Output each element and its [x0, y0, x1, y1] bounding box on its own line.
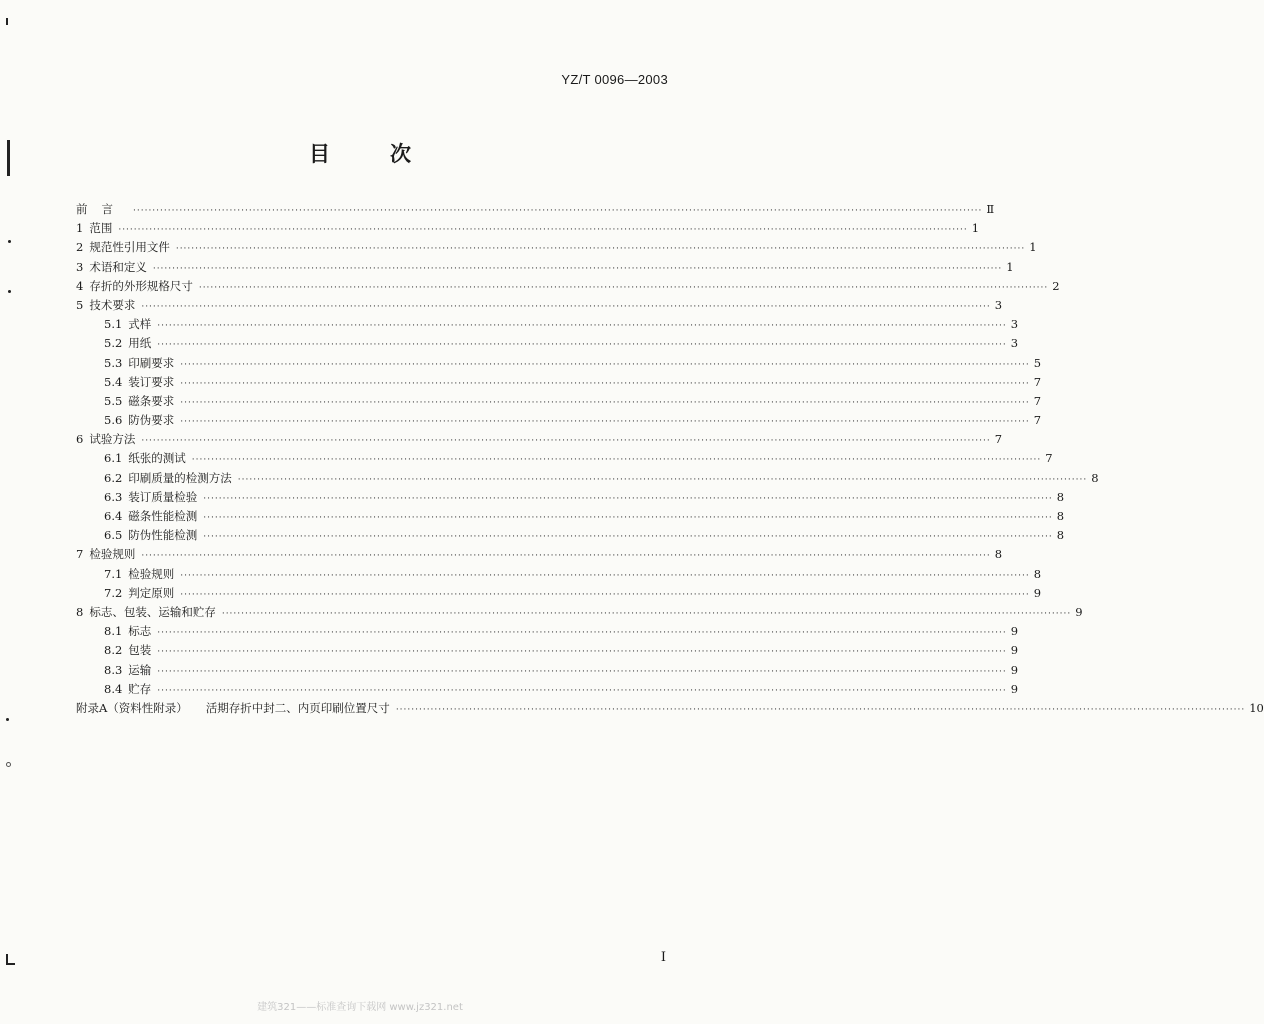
toc-entry-number: 5.2: [104, 336, 123, 351]
toc-entry-number: 8.3: [104, 662, 123, 677]
toc-entry: [76, 622, 1019, 641]
toc-entry-label: 试验方法: [89, 432, 136, 447]
toc-entry-number: 8.1: [104, 624, 123, 639]
toc-entry-label: 贮存: [128, 681, 152, 696]
toc-dot-leader: ····························································································································································································································: [157, 647, 1007, 658]
toc-dot-leader: ····························································································································································································································: [141, 301, 991, 312]
toc-entry-label: 规范性引用文件: [89, 240, 170, 255]
toc-entry-page: 9: [1010, 624, 1019, 639]
toc-entry-page: 8: [1056, 489, 1065, 504]
toc-entry: [76, 315, 1019, 334]
toc-entry: [76, 219, 980, 238]
toc-entry-number: 5.1: [104, 317, 123, 332]
toc-entry: [76, 545, 1003, 564]
toc-entry-label: 标志、包装、运输和贮存: [89, 604, 216, 619]
scan-mark-dot: [8, 290, 11, 293]
toc-entry-label: 装订质量检验: [128, 489, 198, 504]
toc-entry-label: 装订要求: [128, 374, 175, 389]
toc-entry: [76, 238, 1037, 257]
toc-dot-leader: ····························································································································································································································: [157, 321, 1007, 332]
toc-dot-leader: ····························································································································································································································: [157, 666, 1007, 677]
toc-entry-number: 4: [76, 278, 84, 293]
toc-entry: [76, 411, 1042, 430]
toc-dot-leader: ····························································································································································································································: [180, 397, 1030, 408]
toc-entry-page: 1: [1029, 240, 1037, 255]
toc-entry: [76, 661, 1019, 680]
toc-entry-label: 检验规则: [89, 547, 136, 562]
toc-entry-page: 8: [1056, 509, 1065, 523]
toc-entry-number: 3: [76, 259, 84, 274]
toc-entry: [76, 699, 1264, 718]
toc-dot-leader: ····························································································································································································································: [237, 474, 1088, 485]
toc-entry-page: 3: [1010, 317, 1019, 332]
toc-entry: [76, 258, 1014, 277]
toc-dot-leader: ····························································································································································································································: [152, 263, 1003, 274]
toc-dot-leader: ····························································································································································································································: [180, 570, 1030, 581]
toc-entry-label: 术语和定义: [89, 259, 147, 274]
toc-entry-page: 9: [1033, 585, 1042, 600]
toc-entry-page: 1: [1006, 259, 1014, 274]
toc-entry: [76, 584, 1042, 603]
watermark: 建筑321——标准查询下载网 www.jz321.net: [257, 1002, 463, 1013]
toc-dot-leader: ····························································································································································································································: [395, 704, 1246, 715]
toc-entry-number: 6: [76, 432, 84, 447]
toc-entry-label: 存折的外形规格尺寸: [89, 278, 193, 293]
toc-entry: [76, 373, 1042, 392]
toc-entry-number: 8.4: [104, 681, 123, 696]
toc-dot-leader: ····························································································································································································································: [180, 378, 1030, 389]
toc-entry-page: 1: [971, 221, 980, 236]
toc-entry-page: 8: [1056, 528, 1065, 543]
toc-entry-number: 5: [76, 297, 84, 312]
toc-entry-label: 判定原则: [128, 585, 175, 600]
toc-entry-label: 检验规则: [128, 566, 175, 581]
toc-entry-number: 1: [76, 221, 84, 236]
toc-entry-page: 2: [1052, 278, 1060, 293]
toc-entry-label: 技术要求: [89, 297, 136, 312]
toc-entry: [76, 354, 1042, 373]
toc-entry-label: 纸张的测试: [128, 451, 186, 466]
toc-entry: [76, 392, 1042, 411]
toc-entry-page: 7: [1033, 413, 1042, 428]
toc-entry-number: 5.5: [104, 393, 123, 408]
toc-entry-page: 9: [1010, 681, 1019, 696]
toc-entry: [76, 277, 1060, 296]
toc-entry: [76, 526, 1065, 545]
scan-mark-dot: [6, 762, 11, 767]
toc-entry-page: 9: [1010, 662, 1019, 677]
toc-entry-number: 7.2: [104, 585, 123, 600]
toc-entry-page: 8: [994, 547, 1003, 562]
scan-mark-tick: [6, 18, 8, 25]
toc-entry-label: 前言: [76, 202, 127, 216]
toc-entry: [76, 680, 1019, 699]
table-of-contents: [76, 200, 1264, 718]
toc-entry-label: 活期存折中封二、内页印刷位置尺寸: [205, 700, 390, 715]
toc-entry-number: 5.4: [104, 374, 123, 389]
standard-code: YZ/T 0096—2003: [561, 72, 668, 87]
toc-entry-label: 印刷要求: [128, 355, 175, 370]
toc-entry-page: 8: [1033, 566, 1042, 581]
toc-dot-leader: ····························································································································································································································: [198, 282, 1049, 293]
toc-entry-label: 防伪要求: [128, 413, 175, 428]
toc-entry-number: 8: [76, 604, 84, 619]
toc-entry-number: 6.4: [104, 509, 123, 523]
toc-entry-page: 10: [1249, 700, 1264, 715]
toc-dot-leader: ····························································································································································································································: [203, 513, 1053, 523]
toc-entry: [76, 296, 1003, 315]
toc-dot-leader: ····························································································································································································································: [175, 244, 1026, 255]
toc-entry-number: 5.3: [104, 355, 123, 370]
toc-dot-leader: ····························································································································································································································: [221, 608, 1072, 619]
toc-entry-label: 范围: [89, 221, 113, 236]
toc-dot-leader: ····························································································································································································································: [141, 551, 991, 562]
toc-entry: [76, 507, 1065, 526]
toc-entry-number: 7.1: [104, 566, 123, 581]
toc-entry-label: 标志: [128, 624, 152, 639]
scan-mark-dot: [8, 240, 11, 243]
title-char-1: 目: [309, 142, 330, 166]
toc-entry-number: 2: [76, 240, 84, 255]
toc-entry-number: 8.2: [104, 643, 123, 658]
toc-entry-page: 9: [1010, 643, 1019, 658]
scan-mark-dot: [6, 718, 9, 721]
toc-entry-page: 8: [1091, 470, 1099, 485]
toc-entry-number: 6.2: [104, 470, 123, 485]
toc-entry-label: 磁条要求: [128, 393, 175, 408]
toc-entry: [76, 334, 1019, 353]
toc-dot-leader: ····························································································································································································································: [157, 340, 1007, 351]
toc-entry-page: 7: [994, 432, 1003, 447]
toc-entry-number: 6.5: [104, 528, 123, 543]
toc-dot-leader: ····························································································································································································································: [157, 628, 1007, 639]
toc-entry: [76, 469, 1099, 488]
toc-entry-label: 包装: [128, 643, 152, 658]
toc-entry-page: 3: [994, 297, 1003, 312]
toc-entry-number: 5.6: [104, 413, 123, 428]
page-title: [0, 138, 720, 168]
toc-entry: [76, 200, 995, 219]
toc-dot-leader: ····························································································································································································································: [203, 493, 1053, 504]
toc-dot-leader: ····························································································································································································································: [133, 206, 983, 216]
toc-entry-page: 3: [1010, 336, 1019, 351]
toc-entry-label: 磁条性能检测: [128, 509, 198, 523]
toc-entry-number: 6.3: [104, 489, 123, 504]
toc-entry-page: Ⅱ: [986, 202, 995, 216]
toc-dot-leader: ····························································································································································································································: [180, 417, 1030, 428]
toc-dot-leader: ····························································································································································································································: [141, 436, 991, 447]
toc-entry: [76, 641, 1019, 660]
toc-entry: [76, 430, 1003, 449]
toc-dot-leader: ····························································································································································································································: [180, 589, 1030, 600]
toc-entry-page: 7: [1045, 451, 1053, 466]
toc-entry-page: 7: [1033, 374, 1042, 389]
toc-entry-label: 防伪性能检测: [128, 528, 198, 543]
toc-entry-number: 7: [76, 547, 84, 562]
toc-entry: [76, 488, 1065, 507]
toc-entry-label: 印刷质量的检测方法: [128, 470, 232, 485]
toc-entry-number: 6.1: [104, 451, 123, 466]
toc-entry-page: 5: [1033, 355, 1042, 370]
toc-entry: [76, 449, 1053, 468]
toc-dot-leader: ····························································································································································································································: [180, 359, 1030, 370]
toc-entry-number: 附录A（资料性附录）: [76, 700, 188, 715]
toc-entry-page: 7: [1033, 393, 1042, 408]
toc-dot-leader: ····························································································································································································································: [157, 685, 1007, 696]
toc-dot-leader: ····························································································································································································································: [191, 455, 1042, 466]
toc-entry-page: 9: [1075, 604, 1083, 619]
scan-mark-corner: [6, 954, 15, 965]
toc-entry-label: 式样: [128, 317, 152, 332]
toc-dot-leader: ····························································································································································································································: [203, 532, 1053, 543]
toc-dot-leader: ····························································································································································································································: [118, 225, 968, 236]
toc-entry-label: 用纸: [128, 336, 152, 351]
toc-entry: [76, 603, 1083, 622]
toc-entry-label: 运输: [128, 662, 152, 677]
title-char-2: 次: [390, 142, 411, 166]
page-number: Ⅰ: [660, 950, 666, 965]
toc-entry: [76, 565, 1042, 584]
